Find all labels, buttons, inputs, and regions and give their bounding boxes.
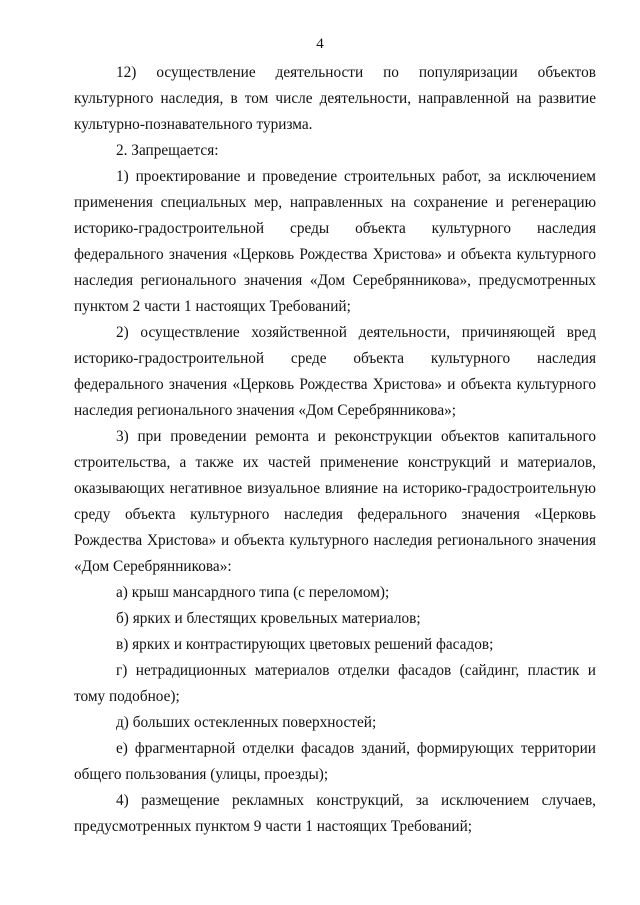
list-item-glazed-surfaces: д) больших остекленных поверхностей; [116, 714, 377, 731]
paragraph-repair-materials: 3) при проведении ремонта и реконструкции объектов капитального строительства, а также их частей применение конструкций и материалов, оказывающих негативное визуальное влияние на историко-градостроительную среду объекта культурного наследия федерального значения «Церковь Рождества Христова» и объекта культурного наследия регионального значения «Дом Серебрянникова»: [74, 428, 596, 575]
paragraph-advertising-structures: 4) размещение рекламных конструкций, за исключением случаев, предусмотренных пунктом 9 части 1 настоящих Требований; [74, 792, 596, 835]
paragraph-prohibited-heading: 2. Запрещается: [116, 142, 219, 159]
list-item-roofing-materials: б) ярких и блестящих кровельных материалов; [116, 610, 421, 627]
list-item-facade-materials: г) нетрадиционных материалов отделки фасадов (сайдинг, пластик и тому подобное); [74, 662, 596, 705]
paragraph-economic-activity: 2) осуществление хозяйственной деятельности, причиняющей вред историко-градостроительной среде объекта культурного наследия федерального значения «Церковь Рождества Христова» и объекта культурного наследия регионального значения «Дом Серебрянникова»; [74, 324, 596, 419]
list-item-fragmentary-finishing: е) фрагментарной отделки фасадов зданий, формирующих территории общего пользования (улицы, проезды); [74, 740, 596, 783]
list-item-mansard-roofs: а) крыш мансардного типа (с переломом); [116, 584, 390, 601]
page-number: 4 [316, 36, 324, 52]
paragraph-construction-works: 1) проектирование и проведение строительных работ, за исключением применения специальных мер, направленных на сохранение и регенерацию историко-градостроительной среды объекта культурного наследия федерального значения «Церковь Рождества Христова» и объекта культурного наследия регионального значения «Дом Серебрянникова», предусмотренных пунктом 2 части 1 настоящих Требований; [74, 168, 596, 315]
document-body [74, 60, 596, 840]
list-item-facade-colors: в) ярких и контрастирующих цветовых решений фасадов; [116, 636, 494, 653]
paragraph-popularization: 12) осуществление деятельности по популяризации объектов культурного наследия, в том числе деятельности, направленной на развитие культурно-познавательного туризма. [74, 64, 596, 133]
